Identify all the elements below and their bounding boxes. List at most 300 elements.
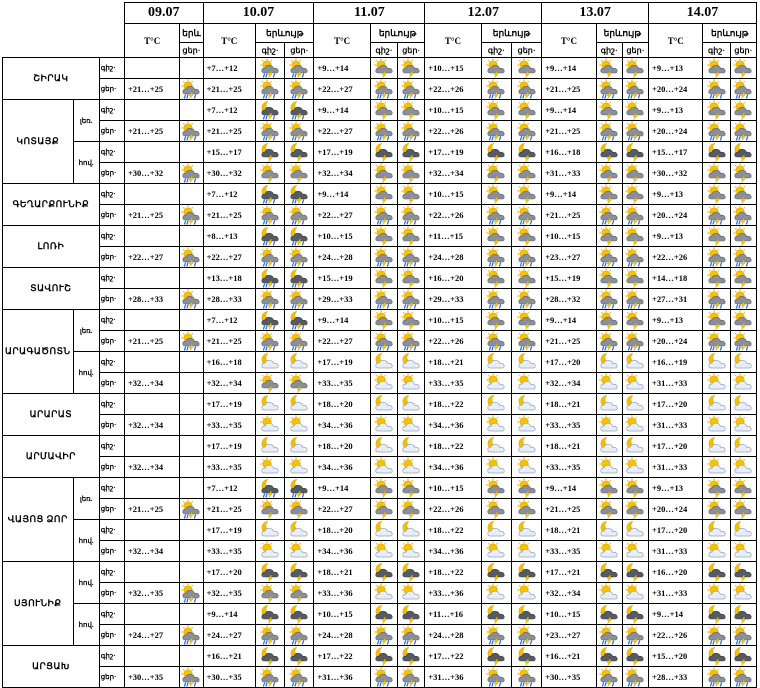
weather-icon-cell: [596, 499, 622, 520]
weather-icon-cell: [370, 289, 397, 310]
weather-icon-cell: [730, 394, 756, 415]
weather-icon-cell: [180, 478, 203, 499]
weather-icon-cell: [180, 604, 203, 625]
weather-icon-cell: [511, 625, 541, 646]
sun-storm-icon: [707, 100, 727, 120]
sun-storm-rain-icon: [707, 247, 727, 267]
weather-icon-cell: [622, 415, 648, 436]
moon-cloud-icon: [401, 352, 421, 372]
temp-range: +16…+18: [542, 142, 596, 163]
weather-icon-cell: [481, 499, 511, 520]
moon-storm-rain-icon: [260, 184, 280, 204]
time-of-day-label: գիշ·: [99, 436, 124, 457]
weather-icon-cell: [370, 331, 397, 352]
temp-range: [124, 268, 179, 289]
temp-range: +10…+15: [425, 310, 481, 331]
temp-range: +18…+20: [314, 436, 370, 457]
temp-range: +24…+28: [314, 625, 370, 646]
temp-range: +10…+15: [425, 58, 481, 79]
sun-storm-icon: [707, 268, 727, 288]
weather-icon-cell: [398, 247, 425, 268]
weather-icon-cell: [703, 142, 730, 163]
weather-icon-cell: [703, 184, 730, 205]
weather-icon-cell: [180, 163, 203, 184]
weather-icon-cell: [596, 646, 622, 667]
moon-cloud-icon: [707, 394, 727, 414]
temp-range: +9…+14: [649, 604, 703, 625]
weather-icon-cell: [255, 499, 284, 520]
weather-icon-cell: [730, 415, 756, 436]
moon-storm-icon: [374, 646, 394, 666]
moon-storm-rain-icon: [289, 310, 309, 330]
sun-storm-icon: [625, 499, 645, 519]
weather-icon-cell: [285, 625, 314, 646]
weather-icon-cell: [596, 436, 622, 457]
weather-icon-cell: [398, 58, 425, 79]
sun-storm-rain-icon: [374, 667, 394, 687]
weather-icon-cell: [511, 583, 541, 604]
weather-icon-cell: [481, 562, 511, 583]
weather-icon-cell: [730, 226, 756, 247]
weather-icon-cell: [370, 310, 397, 331]
temp-range: [124, 394, 179, 415]
weather-icon-cell: [703, 58, 730, 79]
weather-icon-cell: [255, 79, 284, 100]
weather-icon-cell: [180, 289, 203, 310]
temp-range: +31…+33: [542, 163, 596, 184]
moon-storm-icon: [401, 562, 421, 582]
sun-storm-icon: [707, 499, 727, 519]
weather-icon-cell: [703, 226, 730, 247]
moon-cloud-icon: [733, 352, 753, 372]
weather-icon-cell: [180, 457, 203, 478]
sun-storm-rain-icon: [401, 205, 421, 225]
sun-storm-rain-icon: [733, 625, 753, 645]
weather-icon-cell: [596, 331, 622, 352]
temp-range: +22…+26: [649, 625, 703, 646]
moon-storm-icon: [517, 646, 537, 666]
table-row: [3, 373, 757, 394]
sun-storm-icon: [599, 163, 619, 183]
weather-icon-cell: [370, 583, 397, 604]
weather-icon-cell: [596, 604, 622, 625]
weather-icon-cell: [511, 541, 541, 562]
temp-header: T°C: [542, 24, 596, 58]
temp-range: +24…+28: [425, 247, 481, 268]
sun-storm-rain-icon: [374, 121, 394, 141]
sun-storm-icon: [260, 373, 280, 393]
weather-icon-cell: [481, 373, 511, 394]
weather-icon-cell: [370, 352, 397, 373]
phenomenon-header: երևույթ: [370, 24, 424, 43]
weather-icon-cell: [285, 583, 314, 604]
weather-icon-cell: [703, 415, 730, 436]
temp-range: +16…+18: [203, 352, 255, 373]
moon-cloud-icon: [517, 394, 537, 414]
sun-storm-rain-icon: [486, 331, 506, 351]
sun-storm-rain-icon: [733, 121, 753, 141]
sun-storm-rain-icon: [289, 121, 309, 141]
day-subheader: ցեր·: [730, 43, 756, 58]
sun-storm-rain-icon: [599, 79, 619, 99]
weather-icon-cell: [622, 604, 648, 625]
sun-storm-icon: [625, 268, 645, 288]
weather-icon-cell: [255, 646, 284, 667]
sun-storm-rain-icon: [401, 79, 421, 99]
temp-range: +17…+20: [203, 562, 255, 583]
temp-range: [124, 58, 179, 79]
weather-icon-cell: [622, 184, 648, 205]
moon-cloud-icon: [733, 394, 753, 414]
sun-storm-rain-icon: [517, 667, 537, 687]
sun-storm-rain-icon: [289, 247, 309, 267]
weather-icon-cell: [730, 184, 756, 205]
sun-storm-rain-icon: [707, 121, 727, 141]
sun-cloud-icon: [374, 541, 394, 561]
moon-storm-icon: [625, 142, 645, 162]
weather-icon-cell: [622, 58, 648, 79]
temp-range: +30…+32: [203, 163, 255, 184]
sun-storm-icon: [707, 58, 727, 78]
weather-icon-cell: [511, 205, 541, 226]
weather-icon-cell: [180, 58, 203, 79]
time-of-day-label: գիշ·: [99, 352, 124, 373]
sun-storm-icon: [625, 163, 645, 183]
moon-cloud-icon: [599, 436, 619, 456]
sun-storm-rain-icon: [599, 247, 619, 267]
temp-range: +21…+25: [542, 121, 596, 142]
weather-icon-cell: [398, 478, 425, 499]
table-row: [3, 352, 757, 373]
weather-icon-cell: [596, 142, 622, 163]
temp-range: [124, 100, 179, 121]
weather-icon-cell: [622, 226, 648, 247]
weather-icon-cell: [180, 142, 203, 163]
time-of-day-label: գիշ·: [99, 604, 124, 625]
weather-icon-cell: [511, 373, 541, 394]
moon-storm-icon: [517, 604, 537, 624]
temp-range: +33…+36: [425, 583, 481, 604]
sun-storm-rain-icon: [260, 79, 280, 99]
sun-storm-rain-icon: [401, 331, 421, 351]
temp-range: [124, 562, 179, 583]
sun-cloud-icon: [599, 373, 619, 393]
weather-icon-cell: [481, 226, 511, 247]
sun-cloud-icon: [374, 415, 394, 435]
temp-range: +21…+25: [542, 205, 596, 226]
moon-storm-icon: [625, 646, 645, 666]
temp-range: +31…+36: [314, 667, 370, 688]
sun-storm-icon: [486, 478, 506, 498]
temp-range: +30…+32: [124, 163, 179, 184]
temp-range: +21…+25: [124, 79, 179, 100]
weather-icon-cell: [255, 520, 284, 541]
day-subheader: ցեր·: [180, 43, 203, 58]
temp-range: +33…+36: [314, 583, 370, 604]
region-name: ԳԵՂԱՐՔՈՒՆԻՔ: [3, 184, 100, 226]
sun-cloud-icon: [733, 541, 753, 561]
date-header: 09.07: [124, 3, 203, 24]
sun-storm-icon: [401, 163, 421, 183]
table-row: [3, 625, 757, 646]
moon-cloud-icon: [401, 436, 421, 456]
sun-cloud-icon: [517, 415, 537, 435]
weather-icon-cell: [255, 604, 284, 625]
weather-icon-cell: [703, 625, 730, 646]
date-header: 12.07: [425, 3, 542, 24]
weather-icon-cell: [180, 352, 203, 373]
weather-icon-cell: [622, 310, 648, 331]
temp-range: +17…+20: [649, 436, 703, 457]
temp-range: +29…+33: [425, 289, 481, 310]
sun-storm-icon: [289, 583, 309, 603]
weather-icon-cell: [285, 394, 314, 415]
sun-storm-rain-icon: [599, 625, 619, 645]
weather-icon-cell: [730, 646, 756, 667]
temp-range: +17…+19: [203, 436, 255, 457]
weather-icon-cell: [285, 184, 314, 205]
temp-range: +22…+27: [314, 499, 370, 520]
weather-icon-cell: [285, 79, 314, 100]
temp-range: +24…+28: [425, 625, 481, 646]
weather-icon-cell: [511, 457, 541, 478]
temp-header: T°C: [649, 24, 703, 58]
weather-icon-cell: [255, 184, 284, 205]
weather-icon-cell: [285, 58, 314, 79]
temp-range: +7…+12: [203, 184, 255, 205]
temp-range: +9…+14: [314, 310, 370, 331]
temp-range: +33…+35: [203, 541, 255, 562]
sun-storm-icon: [289, 499, 309, 519]
temp-range: +32…+34: [124, 541, 179, 562]
weather-icon-cell: [511, 646, 541, 667]
moon-storm-rain-icon: [289, 184, 309, 204]
moon-storm-icon: [517, 562, 537, 582]
sun-storm-icon: [733, 100, 753, 120]
weather-icon-cell: [255, 562, 284, 583]
temp-range: +15…+17: [649, 142, 703, 163]
weather-icon-cell: [596, 100, 622, 121]
weather-icon-cell: [730, 562, 756, 583]
moon-storm-rain-icon: [289, 478, 309, 498]
weather-icon-cell: [370, 499, 397, 520]
weather-icon-cell: [370, 604, 397, 625]
temp-range: +16…+20: [425, 268, 481, 289]
weather-icon-cell: [511, 58, 541, 79]
weather-icon-cell: [481, 352, 511, 373]
moon-storm-icon: [707, 562, 727, 582]
weather-icon-cell: [622, 352, 648, 373]
moon-storm-rain-icon: [289, 268, 309, 288]
moon-cloud-icon: [374, 394, 394, 414]
moon-cloud-icon: [260, 394, 280, 414]
region-part-label: հով.: [73, 520, 99, 562]
temp-range: +8…+13: [203, 226, 255, 247]
weather-icon-cell: [180, 247, 203, 268]
temp-range: +11…+16: [425, 604, 481, 625]
weather-icon-cell: [370, 625, 397, 646]
temp-range: +34…+36: [425, 415, 481, 436]
temp-range: +30…+35: [203, 667, 255, 688]
sun-storm-icon: [486, 184, 506, 204]
weather-icon-cell: [255, 541, 284, 562]
temp-range: +18…+21: [314, 562, 370, 583]
sun-storm-icon: [707, 478, 727, 498]
moon-cloud-icon: [289, 394, 309, 414]
weather-icon-cell: [703, 352, 730, 373]
sun-storm-rain-icon: [401, 625, 421, 645]
temp-range: +22…+27: [314, 121, 370, 142]
weather-icon-cell: [370, 646, 397, 667]
sun-storm-icon: [599, 310, 619, 330]
moon-storm-icon: [374, 142, 394, 162]
weather-icon-cell: [730, 436, 756, 457]
sun-cloud-icon: [599, 541, 619, 561]
sun-storm-icon: [289, 163, 309, 183]
weather-icon-cell: [370, 520, 397, 541]
sun-storm-icon: [374, 184, 394, 204]
temp-range: [124, 520, 179, 541]
weather-icon-cell: [285, 541, 314, 562]
region-name: ԱՐՑԱԽ: [3, 646, 100, 688]
sun-storm-rain-icon: [707, 79, 727, 99]
weather-icon-cell: [730, 352, 756, 373]
weather-icon-cell: [511, 331, 541, 352]
weather-icon-cell: [622, 520, 648, 541]
sun-storm-rain-icon: [181, 121, 201, 141]
moon-storm-icon: [733, 604, 753, 624]
sun-cloud-icon: [517, 583, 537, 603]
weather-icon-cell: [398, 184, 425, 205]
moon-cloud-icon: [517, 520, 537, 540]
temp-range: +15…+20: [649, 646, 703, 667]
temp-range: +32…+35: [203, 583, 255, 604]
sun-storm-rain-icon: [181, 79, 201, 99]
time-of-day-label: ցեր·: [99, 163, 124, 184]
temp-range: +22…+27: [314, 205, 370, 226]
sun-storm-icon: [599, 499, 619, 519]
weather-icon-cell: [370, 58, 397, 79]
table-row: [3, 457, 757, 478]
moon-cloud-icon: [486, 394, 506, 414]
sun-cloud-icon: [260, 457, 280, 477]
region-name: ՏԱՎՈՒՇ: [3, 268, 100, 310]
table-row: [3, 268, 757, 289]
weather-icon-cell: [481, 58, 511, 79]
weather-icon-cell: [622, 79, 648, 100]
moon-storm-icon: [707, 142, 727, 162]
weather-icon-cell: [285, 352, 314, 373]
temp-range: +31…+33: [649, 583, 703, 604]
time-of-day-label: գիշ·: [99, 268, 124, 289]
weather-icon-cell: [285, 604, 314, 625]
weather-icon-cell: [255, 625, 284, 646]
moon-cloud-icon: [625, 352, 645, 372]
moon-storm-icon: [401, 646, 421, 666]
sun-storm-icon: [486, 310, 506, 330]
time-of-day-label: ցեր·: [99, 457, 124, 478]
temp-range: +9…+14: [314, 184, 370, 205]
sun-storm-rain-icon: [289, 625, 309, 645]
temp-range: +20…+24: [649, 499, 703, 520]
sun-storm-icon: [599, 478, 619, 498]
sun-storm-rain-icon: [486, 79, 506, 99]
weather-icon-cell: [398, 625, 425, 646]
table-row: [3, 121, 757, 142]
sun-storm-rain-icon: [517, 331, 537, 351]
weather-icon-cell: [596, 583, 622, 604]
sun-storm-rain-icon: [733, 289, 753, 309]
time-of-day-label: ցեր·: [99, 373, 124, 394]
sun-storm-rain-icon: [289, 79, 309, 99]
weather-icon-cell: [703, 268, 730, 289]
temp-range: +17…+19: [314, 352, 370, 373]
moon-storm-icon: [707, 646, 727, 666]
weather-icon-cell: [398, 142, 425, 163]
weather-icon-cell: [511, 121, 541, 142]
sun-storm-icon: [401, 499, 421, 519]
sun-cloud-icon: [486, 373, 506, 393]
sun-cloud-icon: [486, 583, 506, 603]
weather-icon-cell: [180, 541, 203, 562]
moon-cloud-icon: [625, 436, 645, 456]
weather-icon-cell: [285, 667, 314, 688]
temp-range: +21…+25: [124, 499, 179, 520]
weather-icon-cell: [398, 415, 425, 436]
temp-range: +10…+15: [542, 226, 596, 247]
moon-storm-icon: [486, 646, 506, 666]
sun-storm-rain-icon: [707, 667, 727, 687]
temp-range: +18…+22: [425, 436, 481, 457]
weather-icon-cell: [285, 436, 314, 457]
sun-cloud-icon: [486, 457, 506, 477]
weather-icon-cell: [730, 289, 756, 310]
weather-icon-cell: [180, 625, 203, 646]
temp-range: +33…+35: [425, 373, 481, 394]
region-part-label: լեռ.: [73, 310, 99, 352]
weather-icon-cell: [703, 331, 730, 352]
weather-icon-cell: [622, 541, 648, 562]
weather-icon-cell: [180, 394, 203, 415]
moon-storm-rain-icon: [260, 100, 280, 120]
temp-range: +23…+27: [542, 247, 596, 268]
sun-storm-rain-icon: [401, 247, 421, 267]
weather-icon-cell: [180, 310, 203, 331]
weather-icon-cell: [398, 541, 425, 562]
weather-icon-cell: [180, 520, 203, 541]
sun-storm-rain-icon: [401, 289, 421, 309]
temp-range: +16…+19: [649, 352, 703, 373]
temp-range: +17…+21: [542, 562, 596, 583]
weather-icon-cell: [703, 205, 730, 226]
sun-storm-rain-icon: [517, 247, 537, 267]
temp-range: +22…+27: [314, 331, 370, 352]
sun-cloud-icon: [625, 583, 645, 603]
sun-storm-rain-icon: [260, 667, 280, 687]
sun-storm-rain-icon: [625, 625, 645, 645]
temp-range: +34…+36: [425, 541, 481, 562]
temp-range: +34…+36: [314, 541, 370, 562]
temp-range: +30…+35: [124, 667, 179, 688]
sun-storm-icon: [517, 226, 537, 246]
moon-storm-icon: [260, 142, 280, 162]
temp-range: +31…+36: [425, 667, 481, 688]
moon-cloud-icon: [260, 520, 280, 540]
weather-icon-cell: [596, 268, 622, 289]
temp-range: +15…+19: [314, 268, 370, 289]
temp-range: +32…+34: [124, 415, 179, 436]
forecast-body: [3, 58, 757, 688]
